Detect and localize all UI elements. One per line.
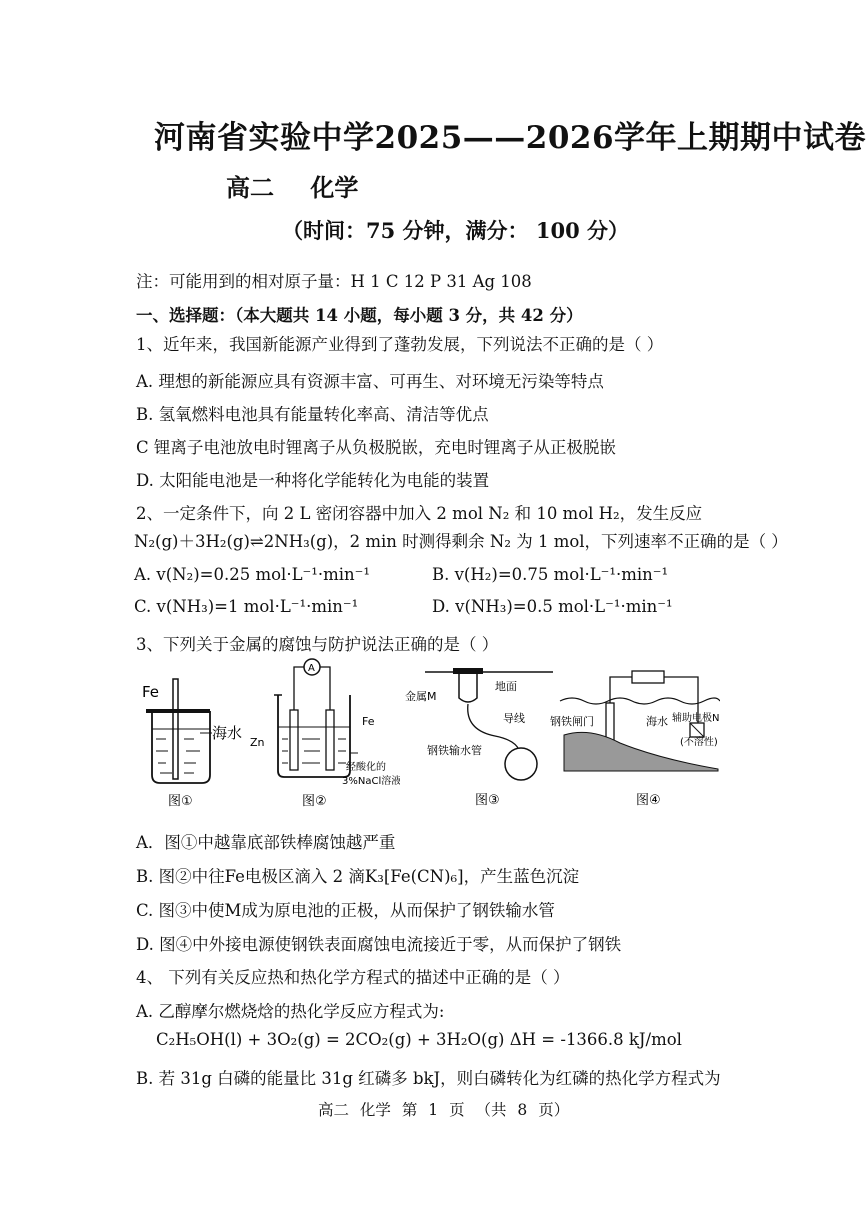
fig2-zn-label: Zn: [250, 736, 265, 749]
q2-option-a: A. v(N₂)=0.25 mol·L⁻¹·min⁻¹: [134, 565, 370, 584]
figure-4: [550, 665, 720, 810]
q3-option-a: A．图①中越靠底部铁棒腐蚀越严重: [136, 833, 396, 852]
fig4-aux-label-1: 辅助电极N: [672, 713, 720, 724]
exam-subject: 高二 化学: [226, 173, 359, 202]
q4-option-a-equation: C₂H₅OH(l) + 3O₂(g) = 2CO₂(g) + 3H₂O(g) ΔH = -1366.8 kJ/mol: [156, 1030, 682, 1049]
q1-option-c: C 锂离子电池放电时锂离子从负极脱嵌，充电时锂离子从正极脱嵌: [136, 438, 616, 457]
fig4-seawater-label: 海水: [646, 715, 668, 728]
fig3-metal-label: 金属M: [405, 690, 437, 703]
q3-option-c: C. 图③中使M成为原电池的正极，从而保护了钢铁输水管: [136, 901, 555, 920]
atomic-mass-note: 注：可能用到的相对原子量：H 1 C 12 P 31 Ag 108: [136, 272, 532, 291]
fig1-caption: 图①: [168, 794, 193, 809]
q3-option-b: B. 图②中往Fe电极区滴入 2 滴K₃[Fe(CN)₆]，产生蓝色沉淀: [136, 867, 580, 886]
q3-stem: 3、下列关于金属的腐蚀与防护说法正确的是（ ）: [136, 635, 499, 654]
fig4-aux-label-2: (不溶性): [680, 737, 718, 748]
q2-option-c: C. v(NH₃)=1 mol·L⁻¹·min⁻¹: [134, 597, 359, 616]
fig2-solution-label-1: 经酸化的: [346, 762, 386, 773]
figure-1: [140, 675, 250, 810]
fig2-fe-label: Fe: [362, 715, 375, 728]
fig1-seawater-label: 海水: [212, 724, 243, 742]
fig2-zn-electrode: [290, 710, 298, 770]
section-heading: 一、选择题：（本大题共 14 小题，每小题 3 分，共 42 分）: [136, 306, 583, 325]
q2-stem-line1: 2、一定条件下，向 2 L 密闭容器中加入 2 mol N₂ 和 10 mol H₂，发生反应: [136, 504, 703, 523]
fig4-power-source: [632, 671, 664, 683]
q4-stem: 4、 下列有关反应热和热化学方程式的描述中正确的是（ ）: [136, 968, 570, 987]
q1-option-a: A. 理想的新能源应具有资源丰富、可再生、对环境无污染等特点: [136, 372, 604, 391]
fig2-caption: 图②: [302, 794, 327, 809]
figure-3: [405, 660, 555, 810]
exam-time-info: （时间：75 分钟，满分： 100 分）: [282, 218, 629, 243]
q3-option-d: D. 图④中外接电源使钢铁表面腐蚀电流接近于零，从而保护了钢铁: [136, 935, 622, 954]
fig2-beaker: [278, 695, 350, 777]
fig3-caption: 图③: [475, 793, 500, 808]
page-footer: 高二 化学 第 1 页 （共 8 页）: [318, 1101, 570, 1119]
fig1-fe-label: Fe: [142, 683, 160, 701]
fig2-solution-label-2: 3%NaCl溶液: [342, 776, 400, 787]
q1-stem-text: 1、近年来，我国新能源产业得到了蓬勃发展，下列说法: [136, 335, 543, 354]
fig2-ammeter-label: A: [308, 663, 315, 674]
q2-stem-line2: [134, 528, 788, 552]
exam-title: 河南省实验中学2025——2026学年上期期中试卷: [154, 120, 867, 156]
fig3-metal-m: [459, 674, 477, 702]
q1-option-d: D. 太阳能电池是一种将化学能转化为电能的装置: [136, 471, 490, 490]
q1-option-b: B. 氢氧燃料电池具有能量转化率高、清洁等优点: [136, 405, 489, 424]
q4-option-a: A. 乙醇摩尔燃烧焓的热化学反应方程式为:: [136, 1002, 445, 1021]
q2-stem-emphasis: 不正确的是（ ）: [667, 532, 788, 551]
fig4-gate-label: 钢铁闸门: [550, 715, 594, 728]
fig3-water-pipe: [505, 748, 537, 780]
fig3-ground-cap: [453, 668, 483, 674]
q4-option-b: B. 若 31g 白磷的能量比 31g 红磷多 bkJ，则白磷转化为红磷的热化学方程式为: [136, 1069, 721, 1088]
q2-option-d: D. v(NH₃)=0.5 mol·L⁻¹·min⁻¹: [432, 597, 673, 616]
fig3-wire-label: 导线: [503, 712, 525, 725]
q2-stem-text: N₂(g)＋3H₂(g)⇌2NH₃(g)，2 min 时测得剩余 N₂ 为 1 mol，下列速率: [134, 532, 668, 551]
fig3-pipe-label: 钢铁输水管: [427, 744, 482, 757]
q2-option-b: B. v(H₂)=0.75 mol·L⁻¹·min⁻¹: [432, 565, 669, 584]
fig1-beaker: [152, 711, 210, 783]
fig4-sea-surface: [560, 698, 720, 704]
fig4-caption: 图④: [636, 793, 661, 808]
fig2-fe-electrode: [326, 710, 334, 770]
q1-stem: [136, 331, 663, 355]
fig3-ground-label: 地面: [495, 680, 517, 693]
q1-stem-emphasis: 不正确的是（ ）: [542, 335, 664, 354]
figure-2: [250, 655, 400, 810]
